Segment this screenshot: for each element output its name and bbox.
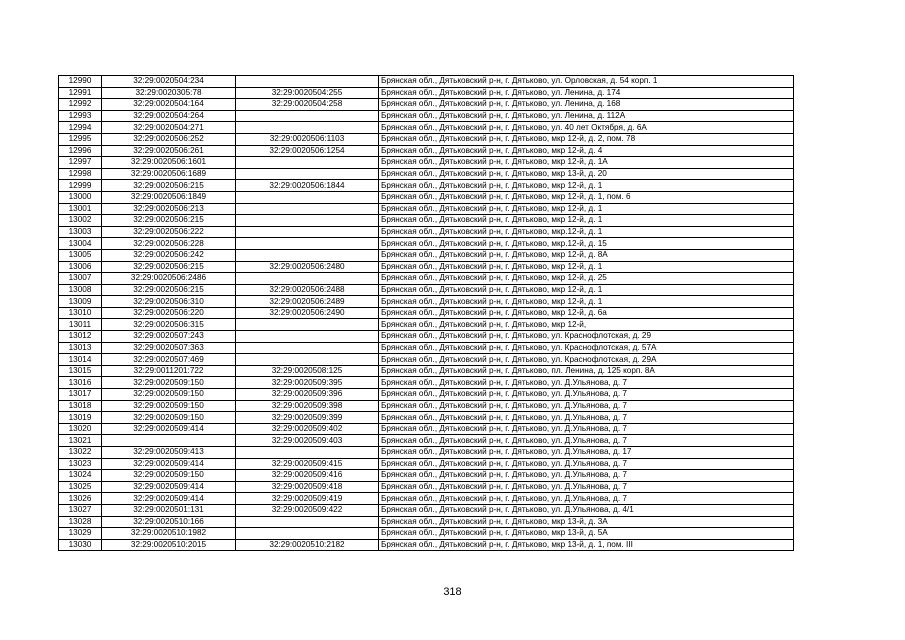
table-row xyxy=(59,516,794,528)
address-cell: Брянская обл., Дятьковский р-н, г. Дятьково, ул. Д.Ульянова, д. 7 xyxy=(379,458,794,470)
cadastral-number-cell: 32:29:0020509:413 xyxy=(102,447,236,459)
table-row xyxy=(59,504,794,516)
table-row xyxy=(59,180,794,192)
address-cell: Брянская обл., Дятьковский р-н, г. Дятьково, ул. Краснофлотская, д. 29А xyxy=(379,354,794,366)
cadastral-number-cell: 32:29:0020506:261 xyxy=(102,145,236,157)
cadastral-number-cell: 32:29:0020506:213 xyxy=(102,203,236,215)
row-number-cell: 13011 xyxy=(59,319,102,331)
parent-cadastral-number-cell: 32:29:0020509:399 xyxy=(236,412,379,424)
address-cell: Брянская обл., Дятьковский р-н, г. Дятьково, мкр 13-й, д. 1, пом. III xyxy=(379,539,794,551)
table-row xyxy=(59,203,794,215)
row-number-cell: 13009 xyxy=(59,296,102,308)
address-cell: Брянская обл., Дятьковский р-н, г. Дятьково, мкр 12-й, д. 1 xyxy=(379,284,794,296)
cadastral-number-cell: 32:29:0020506:222 xyxy=(102,226,236,238)
parent-cadastral-number-cell xyxy=(236,249,379,261)
cadastral-number-cell: 32:29:0020509:150 xyxy=(102,377,236,389)
cadastral-number-cell: 32:29:0020506:1689 xyxy=(102,168,236,180)
address-cell: Брянская обл., Дятьковский р-н, г. Дятьково, ул. Д.Ульянова, д. 7 xyxy=(379,435,794,447)
row-number-cell: 13007 xyxy=(59,273,102,285)
address-cell: Брянская обл., Дятьковский р-н, г. Дятьково, мкр 12-й, д. 4 xyxy=(379,145,794,157)
table-row xyxy=(59,76,794,88)
address-cell: Брянская обл., Дятьковский р-н, г. Дятьково, ул. Д.Ульянова, д. 17 xyxy=(379,447,794,459)
row-number-cell: 13024 xyxy=(59,470,102,482)
parent-cadastral-number-cell: 32:29:0020506:1844 xyxy=(236,180,379,192)
address-cell: Брянская обл., Дятьковский р-н, г. Дятьково, ул. Ленина, д. 168 xyxy=(379,99,794,111)
address-cell: Брянская обл., Дятьковский р-н, г. Дятьково, мкр 12-й, xyxy=(379,319,794,331)
cadastral-number-cell: 32:29:0020504:271 xyxy=(102,122,236,134)
table-row xyxy=(59,296,794,308)
cadastral-number-cell: 32:29:0020509:414 xyxy=(102,458,236,470)
address-cell: Брянская обл., Дятьковский р-н, г. Дятьково, ул. Д.Ульянова, д. 7 xyxy=(379,412,794,424)
table-row xyxy=(59,87,794,99)
table-row xyxy=(59,238,794,250)
row-number-cell: 13014 xyxy=(59,354,102,366)
table-row xyxy=(59,99,794,111)
cadastral-number-cell: 32:29:0020507:243 xyxy=(102,331,236,343)
cadastral-number-cell: 32:29:0020504:264 xyxy=(102,110,236,122)
table-row xyxy=(59,331,794,343)
table-row xyxy=(59,226,794,238)
address-cell: Брянская обл., Дятьковский р-н, г. Дятьково, мкр 13-й, д. 20 xyxy=(379,168,794,180)
address-cell: Брянская обл., Дятьковский р-н, г. Дятьково, ул. Ленина, д. 112А xyxy=(379,110,794,122)
cadastral-number-cell: 32:29:0020506:1601 xyxy=(102,157,236,169)
address-cell: Брянская обл., Дятьковский р-н, г. Дятьково, ул. Д.Ульянова, д. 4/1 xyxy=(379,504,794,516)
row-number-cell: 12998 xyxy=(59,168,102,180)
table-row xyxy=(59,168,794,180)
address-cell: Брянская обл., Дятьковский р-н, г. Дятьково, мкр 12-й, д. 1, пом. 6 xyxy=(379,191,794,203)
table-row xyxy=(59,342,794,354)
address-cell: Брянская обл., Дятьковский р-н, г. Дятьково, пл. Ленина, д. 125 корп. 8А xyxy=(379,365,794,377)
parent-cadastral-number-cell xyxy=(236,122,379,134)
address-cell: Брянская обл., Дятьковский р-н, г. Дятьково, ул. Орловская, д. 54 корп. 1 xyxy=(379,76,794,88)
address-cell: Брянская обл., Дятьковский р-н, г. Дятьково, ул. Д.Ульянова, д. 7 xyxy=(379,493,794,505)
row-number-cell: 13030 xyxy=(59,539,102,551)
cadastral-number-cell: 32:29:0020506:315 xyxy=(102,319,236,331)
address-cell: Брянская обл., Дятьковский р-н, г. Дятьково, ул. Д.Ульянова, д. 7 xyxy=(379,423,794,435)
address-cell: Брянская обл., Дятьковский р-н, г. Дятьково, мкр 12-й, д. 6а xyxy=(379,307,794,319)
table-row xyxy=(59,400,794,412)
address-cell: Брянская обл., Дятьковский р-н, г. Дятьково, мкр.12-й, д. 1 xyxy=(379,226,794,238)
row-number-cell: 13028 xyxy=(59,516,102,528)
table-row xyxy=(59,365,794,377)
table-row xyxy=(59,110,794,122)
cadastral-number-cell: 32:29:0020506:2486 xyxy=(102,273,236,285)
address-cell: Брянская обл., Дятьковский р-н, г. Дятьково, мкр 12-й, д. 8А xyxy=(379,249,794,261)
table-row xyxy=(59,447,794,459)
cadastral-number-cell: 32:29:0020506:228 xyxy=(102,238,236,250)
address-cell: Брянская обл., Дятьковский р-н, г. Дятьково, мкр 12-й, д. 25 xyxy=(379,273,794,285)
row-number-cell: 13021 xyxy=(59,435,102,447)
parent-cadastral-number-cell: 32:29:0020508:125 xyxy=(236,365,379,377)
address-cell: Брянская обл., Дятьковский р-н, г. Дятьково, мкр 12-й, д. 1 xyxy=(379,261,794,273)
registry-table xyxy=(58,75,794,551)
table-row xyxy=(59,493,794,505)
cadastral-number-cell: 32:29:0020509:150 xyxy=(102,400,236,412)
table-row xyxy=(59,307,794,319)
parent-cadastral-number-cell xyxy=(236,528,379,540)
row-number-cell: 13023 xyxy=(59,458,102,470)
table-row xyxy=(59,377,794,389)
address-cell: Брянская обл., Дятьковский р-н, г. Дятьково, ул. Д.Ульянова, д. 7 xyxy=(379,389,794,401)
cadastral-number-cell: 32:29:0020509:414 xyxy=(102,423,236,435)
row-number-cell: 12994 xyxy=(59,122,102,134)
parent-cadastral-number-cell xyxy=(236,226,379,238)
parent-cadastral-number-cell xyxy=(236,191,379,203)
cadastral-number-cell: 32:29:0020509:414 xyxy=(102,481,236,493)
table-row xyxy=(59,435,794,447)
table-row xyxy=(59,423,794,435)
parent-cadastral-number-cell: 32:29:0020504:258 xyxy=(236,99,379,111)
table-row xyxy=(59,284,794,296)
page-number: 318 xyxy=(443,586,462,598)
address-cell: Брянская обл., Дятьковский р-н, г. Дятьково, мкр 13-й, д. 3А xyxy=(379,516,794,528)
parent-cadastral-number-cell: 32:29:0020509:402 xyxy=(236,423,379,435)
address-cell: Брянская обл., Дятьковский р-н, г. Дятьково, мкр.12-й, д. 15 xyxy=(379,238,794,250)
cadastral-number-cell: 32:29:0020507:363 xyxy=(102,342,236,354)
row-number-cell: 13019 xyxy=(59,412,102,424)
table-row xyxy=(59,354,794,366)
parent-cadastral-number-cell: 32:29:0020510:2182 xyxy=(236,539,379,551)
address-cell: Брянская обл., Дятьковский р-н, г. Дятьково, ул. Д.Ульянова, д. 7 xyxy=(379,481,794,493)
row-number-cell: 13025 xyxy=(59,481,102,493)
parent-cadastral-number-cell xyxy=(236,110,379,122)
cadastral-number-cell: 32:29:0020509:414 xyxy=(102,493,236,505)
cadastral-number-cell: 32:29:0020510:166 xyxy=(102,516,236,528)
parent-cadastral-number-cell: 32:29:0020509:416 xyxy=(236,470,379,482)
parent-cadastral-number-cell: 32:29:0020506:1103 xyxy=(236,133,379,145)
table-row xyxy=(59,133,794,145)
table-row xyxy=(59,319,794,331)
table-row xyxy=(59,528,794,540)
cadastral-number-cell: 32:29:0020509:150 xyxy=(102,412,236,424)
cadastral-number-cell: 32:29:0020506:215 xyxy=(102,284,236,296)
cadastral-number-cell: 32:29:0020506:215 xyxy=(102,261,236,273)
row-number-cell: 13005 xyxy=(59,249,102,261)
table-row xyxy=(59,122,794,134)
row-number-cell: 12999 xyxy=(59,180,102,192)
row-number-cell: 13027 xyxy=(59,504,102,516)
parent-cadastral-number-cell: 32:29:0020506:2490 xyxy=(236,307,379,319)
parent-cadastral-number-cell xyxy=(236,354,379,366)
cadastral-number-cell: 32:29:0020510:2015 xyxy=(102,539,236,551)
parent-cadastral-number-cell: 32:29:0020504:255 xyxy=(236,87,379,99)
table-row xyxy=(59,145,794,157)
address-cell: Брянская обл., Дятьковский р-н, г. Дятьково, ул. 40 лет Октября, д. 6А xyxy=(379,122,794,134)
parent-cadastral-number-cell xyxy=(236,238,379,250)
cadastral-number-cell: 32:29:0020506:310 xyxy=(102,296,236,308)
table-row xyxy=(59,249,794,261)
table-row xyxy=(59,261,794,273)
parent-cadastral-number-cell xyxy=(236,331,379,343)
address-cell: Брянская обл., Дятьковский р-н, г. Дятьково, ул. Краснофлотская, д. 29 xyxy=(379,331,794,343)
parent-cadastral-number-cell xyxy=(236,157,379,169)
table-row xyxy=(59,389,794,401)
cadastral-number-cell: 32:29:0020506:1849 xyxy=(102,191,236,203)
row-number-cell: 12993 xyxy=(59,110,102,122)
table-row xyxy=(59,157,794,169)
table-row xyxy=(59,412,794,424)
address-cell: Брянская обл., Дятьковский р-н, г. Дятьково, ул. Краснофлотская, д. 57А xyxy=(379,342,794,354)
parent-cadastral-number-cell: 32:29:0020509:419 xyxy=(236,493,379,505)
row-number-cell: 13029 xyxy=(59,528,102,540)
parent-cadastral-number-cell: 32:29:0020509:422 xyxy=(236,504,379,516)
row-number-cell: 13001 xyxy=(59,203,102,215)
row-number-cell: 13008 xyxy=(59,284,102,296)
row-number-cell: 13020 xyxy=(59,423,102,435)
row-number-cell: 13017 xyxy=(59,389,102,401)
address-cell: Брянская обл., Дятьковский р-н, г. Дятьково, мкр 12-й, д. 1 xyxy=(379,180,794,192)
table-row xyxy=(59,458,794,470)
parent-cadastral-number-cell: 32:29:0020509:398 xyxy=(236,400,379,412)
address-cell: Брянская обл., Дятьковский р-н, г. Дятьково, ул. Ленина, д. 174 xyxy=(379,87,794,99)
parent-cadastral-number-cell xyxy=(236,516,379,528)
parent-cadastral-number-cell: 32:29:0020509:396 xyxy=(236,389,379,401)
row-number-cell: 13018 xyxy=(59,400,102,412)
parent-cadastral-number-cell xyxy=(236,342,379,354)
parent-cadastral-number-cell: 32:29:0020506:2480 xyxy=(236,261,379,273)
row-number-cell: 13000 xyxy=(59,191,102,203)
address-cell: Брянская обл., Дятьковский р-н, г. Дятьково, мкр 12-й, д. 1 xyxy=(379,296,794,308)
cadastral-number-cell: 32:29:0011201:722 xyxy=(102,365,236,377)
table-row xyxy=(59,470,794,482)
registry-table-body xyxy=(59,76,794,551)
address-cell: Брянская обл., Дятьковский р-н, г. Дятьково, мкр 12-й, д. 1А xyxy=(379,157,794,169)
cadastral-number-cell: 32:29:0020506:215 xyxy=(102,180,236,192)
row-number-cell: 12990 xyxy=(59,76,102,88)
address-cell: Брянская обл., Дятьковский р-н, г. Дятьково, ул. Д.Ульянова, д. 7 xyxy=(379,400,794,412)
cadastral-number-cell: 32:29:0020506:215 xyxy=(102,215,236,227)
parent-cadastral-number-cell xyxy=(236,215,379,227)
cadastral-number-cell: 32:29:0020506:242 xyxy=(102,249,236,261)
row-number-cell: 13016 xyxy=(59,377,102,389)
row-number-cell: 12997 xyxy=(59,157,102,169)
row-number-cell: 13003 xyxy=(59,226,102,238)
cadastral-number-cell: 32:29:0020504:164 xyxy=(102,99,236,111)
row-number-cell: 13006 xyxy=(59,261,102,273)
parent-cadastral-number-cell: 32:29:0020509:403 xyxy=(236,435,379,447)
table-row xyxy=(59,273,794,285)
row-number-cell: 13026 xyxy=(59,493,102,505)
cadastral-number-cell: 32:29:0020509:150 xyxy=(102,389,236,401)
address-cell: Брянская обл., Дятьковский р-н, г. Дятьково, мкр 13-й, д. 5А xyxy=(379,528,794,540)
parent-cadastral-number-cell xyxy=(236,168,379,180)
parent-cadastral-number-cell xyxy=(236,76,379,88)
address-cell: Брянская обл., Дятьковский р-н, г. Дятьково, ул. Д.Ульянова, д. 7 xyxy=(379,377,794,389)
row-number-cell: 13012 xyxy=(59,331,102,343)
cadastral-number-cell: 32:29:0020506:220 xyxy=(102,307,236,319)
cadastral-number-cell: 32:29:0020509:150 xyxy=(102,470,236,482)
parent-cadastral-number-cell: 32:29:0020506:2488 xyxy=(236,284,379,296)
cadastral-number-cell: 32:29:0020504:234 xyxy=(102,76,236,88)
row-number-cell: 12996 xyxy=(59,145,102,157)
parent-cadastral-number-cell: 32:29:0020509:415 xyxy=(236,458,379,470)
parent-cadastral-number-cell xyxy=(236,273,379,285)
cadastral-number-cell: 32:29:0020506:252 xyxy=(102,133,236,145)
table-row xyxy=(59,215,794,227)
cadastral-number-cell: 32:29:0020507:469 xyxy=(102,354,236,366)
parent-cadastral-number-cell: 32:29:0020506:2489 xyxy=(236,296,379,308)
table-row xyxy=(59,539,794,551)
row-number-cell: 12991 xyxy=(59,87,102,99)
address-cell: Брянская обл., Дятьковский р-н, г. Дятьково, мкр 12-й, д. 1 xyxy=(379,203,794,215)
address-cell: Брянская обл., Дятьковский р-н, г. Дятьково, ул. Д.Ульянова, д. 7 xyxy=(379,470,794,482)
row-number-cell: 12995 xyxy=(59,133,102,145)
address-cell: Брянская обл., Дятьковский р-н, г. Дятьково, мкр 12-й, д. 1 xyxy=(379,215,794,227)
row-number-cell: 13002 xyxy=(59,215,102,227)
row-number-cell: 13004 xyxy=(59,238,102,250)
parent-cadastral-number-cell: 32:29:0020506:1254 xyxy=(236,145,379,157)
row-number-cell: 13015 xyxy=(59,365,102,377)
address-cell: Брянская обл., Дятьковский р-н, г. Дятьково, мкр 12-й, д. 2, пом. 78 xyxy=(379,133,794,145)
cadastral-number-cell: 32:29:0020305:78 xyxy=(102,87,236,99)
table-row xyxy=(59,191,794,203)
parent-cadastral-number-cell xyxy=(236,319,379,331)
parent-cadastral-number-cell: 32:29:0020509:395 xyxy=(236,377,379,389)
row-number-cell: 12992 xyxy=(59,99,102,111)
cadastral-number-cell xyxy=(102,435,236,447)
cadastral-number-cell: 32:29:0020510:1982 xyxy=(102,528,236,540)
table-row xyxy=(59,481,794,493)
row-number-cell: 13022 xyxy=(59,447,102,459)
parent-cadastral-number-cell: 32:29:0020509:418 xyxy=(236,481,379,493)
row-number-cell: 13013 xyxy=(59,342,102,354)
row-number-cell: 13010 xyxy=(59,307,102,319)
cadastral-number-cell: 32:29:0020501:131 xyxy=(102,504,236,516)
parent-cadastral-number-cell xyxy=(236,447,379,459)
parent-cadastral-number-cell xyxy=(236,203,379,215)
